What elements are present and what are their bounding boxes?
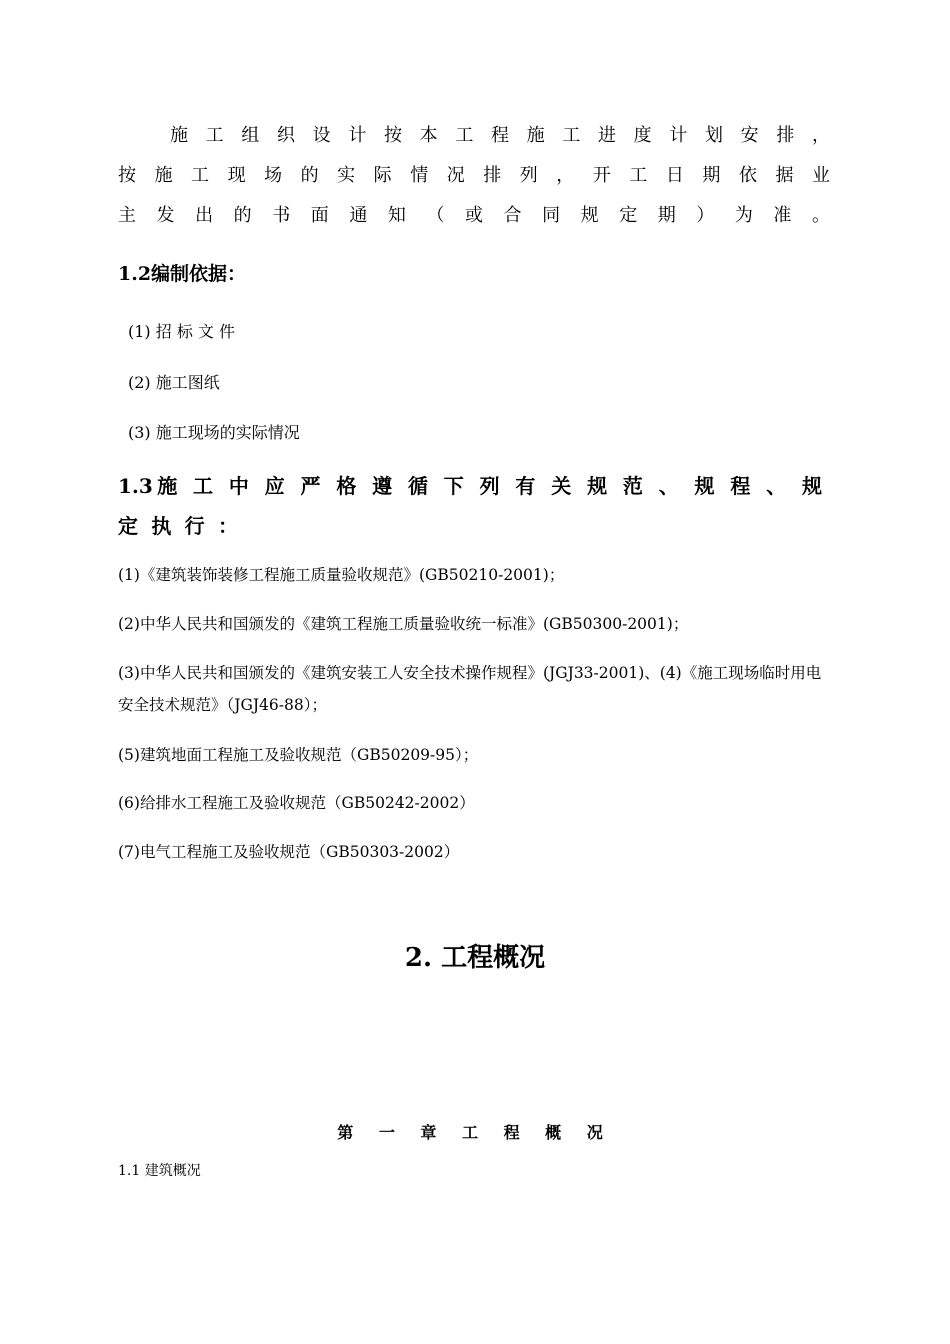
standard-item-2: (2)中华人民共和国颁发的《建筑工程施工质量验收统一标准》(GB50300-2001)； [118, 615, 689, 633]
standard-item-7: (7)电气工程施工及验收规范（GB50303-2002） [118, 843, 460, 861]
section-1-2-heading: 1.2编制依据： [118, 263, 247, 285]
chapter-title: 第 一 章 工 程 概 况 [337, 1123, 613, 1142]
section-1-3-heading-line-1: 1.3施 工 中 应 严 格 遵 循 下 列 有 关 规 范 、 规 程 、 规 [118, 474, 822, 498]
standard-item-6: (6)给排水工程施工及验收规范（GB50242-2002） [118, 794, 475, 812]
basis-item-1: (1) 招 标 文 件 [128, 322, 236, 341]
basis-item-3: (3) 施工现场的实际情况 [128, 423, 300, 442]
intro-line-2: 按 施 工 现 场 的 实 际 情 况 排 列 ， 开 工 日 期 依 据 业 [118, 165, 830, 186]
standard-item-3-4: (3)中华人民共和国颁发的《建筑安装工人安全技术操作规程》(JGJ33-2001)、(4)《施工现场临时用电安全技术规范》（JGJ46-88）； [118, 664, 822, 714]
intro-line-3: 主 发 出 的 书 面 通 知 （ 或 合 同 规 定 期 ） 为 准 。 [118, 205, 830, 226]
subsection-1-1: 1.1 建筑概况 [118, 1163, 201, 1179]
section-1-3-heading [118, 466, 822, 546]
standard-item-1: (1)《建筑装饰装修工程施工质量验收规范》(GB50210-2001)； [118, 566, 565, 584]
basis-item-2: (2) 施工图纸 [128, 373, 220, 392]
intro-paragraph [118, 116, 830, 236]
section-1-3-heading-line-2: 定 执 行 ： [118, 514, 238, 538]
intro-line-1: 施 工 组 织 设 计 按 本 工 程 施 工 进 度 计 划 安 排 ， [170, 125, 830, 146]
section-2-heading: 2. 工程概况 [404, 943, 546, 973]
standard-item-5: (5)建筑地面工程施工及验收规范（GB50209-95）； [118, 746, 479, 764]
